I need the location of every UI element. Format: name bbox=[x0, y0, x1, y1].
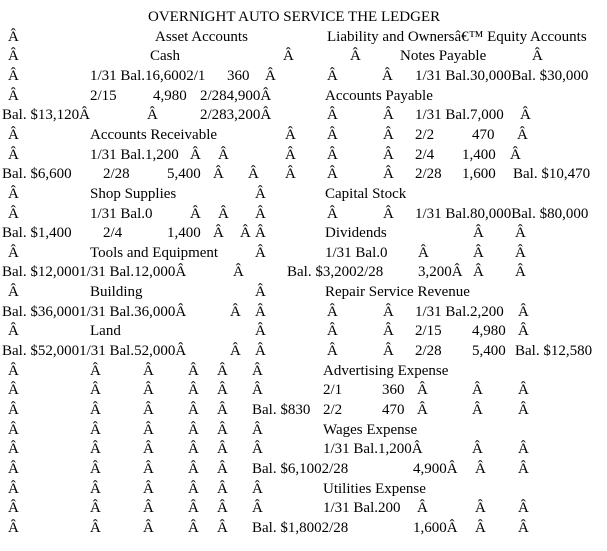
nbsp-artifact: Â bbox=[217, 519, 228, 536]
nbsp-artifact: Â bbox=[217, 480, 228, 497]
nbsp-artifact: Â bbox=[217, 402, 228, 418]
nbsp-artifact: Â bbox=[217, 500, 228, 517]
nbsp-artifact: Â bbox=[327, 146, 338, 163]
nbsp-artifact: Â bbox=[190, 205, 201, 222]
ledger-text-run: 360 bbox=[382, 382, 405, 399]
ledger-text-run: Liability and Ownersâ€™ Equity Accounts bbox=[327, 28, 587, 45]
nbsp-artifact: Â bbox=[188, 480, 199, 497]
page-title: OVERNIGHT AUTO SERVICE THE LEDGER bbox=[148, 9, 441, 25]
ledger-text-run: Bal. $13,120Â bbox=[2, 107, 90, 124]
nbsp-artifact: Â bbox=[473, 264, 484, 281]
ledger-text-run: 470 bbox=[382, 402, 405, 418]
nbsp-artifact: Â bbox=[233, 264, 244, 281]
nbsp-artifact: Â bbox=[252, 441, 263, 458]
ledger-text-run: 1/31 Bal.1,200Â bbox=[323, 441, 423, 458]
nbsp-artifact: Â bbox=[327, 343, 338, 360]
ledger-text-run: 2/28 bbox=[103, 166, 130, 183]
nbsp-artifact: Â bbox=[230, 303, 241, 320]
nbsp-artifact: Â bbox=[213, 225, 224, 242]
ledger-text-run: Bal. $3,2002/28 bbox=[287, 264, 384, 281]
nbsp-artifact: Â bbox=[90, 480, 101, 497]
ledger-text-run: Bal. $830 bbox=[252, 402, 311, 418]
nbsp-artifact: Â bbox=[383, 126, 394, 143]
nbsp-artifact: Â bbox=[255, 323, 266, 340]
ledger-text-run: 2/15 bbox=[415, 323, 442, 340]
nbsp-artifact: Â bbox=[8, 48, 19, 65]
nbsp-artifact: Â bbox=[8, 460, 19, 477]
nbsp-artifact: Â bbox=[90, 500, 101, 517]
ledger-text-run: 1,600 bbox=[462, 166, 496, 183]
nbsp-artifact: Â bbox=[252, 500, 263, 517]
ledger-text-run: 1/31 Bal.7,000 bbox=[415, 107, 504, 124]
nbsp-artifact: Â bbox=[283, 48, 294, 65]
nbsp-artifact: Â bbox=[217, 460, 228, 477]
nbsp-artifact: Â bbox=[190, 146, 201, 163]
nbsp-artifact: Â bbox=[188, 519, 199, 536]
nbsp-artifact: Â bbox=[473, 244, 484, 261]
nbsp-artifact: Â bbox=[90, 362, 101, 379]
nbsp-artifact: Â bbox=[8, 205, 19, 222]
ledger-text-run: 2/284,900Â bbox=[200, 87, 272, 104]
nbsp-artifact: Â bbox=[327, 126, 338, 143]
ledger-text-run: Bal. $12,0001/31 Bal.12,000Â bbox=[2, 264, 187, 281]
nbsp-artifact: Â bbox=[475, 500, 486, 517]
ledger-text-run: 2/28 bbox=[415, 166, 442, 183]
nbsp-artifact: Â bbox=[285, 146, 296, 163]
nbsp-artifact: Â bbox=[90, 460, 101, 477]
nbsp-artifact: Â bbox=[143, 402, 154, 418]
ledger-text-run: 1,400 bbox=[167, 225, 201, 242]
nbsp-artifact: Â bbox=[8, 362, 19, 379]
ledger-text-run: Tools and Equipment bbox=[90, 244, 219, 261]
nbsp-artifact: Â bbox=[218, 205, 229, 222]
nbsp-artifact: Â bbox=[532, 48, 543, 65]
ledger-text-run: 4,980 bbox=[153, 87, 187, 104]
ledger-text-run: Capital Stock bbox=[325, 185, 407, 202]
nbsp-artifact: Â bbox=[383, 303, 394, 320]
nbsp-artifact: Â bbox=[255, 284, 266, 301]
ledger-text-run: 1,400 bbox=[462, 146, 496, 163]
ledger-text-run: Accounts Receivable bbox=[90, 126, 218, 143]
nbsp-artifact: Â bbox=[520, 107, 531, 124]
nbsp-artifact: Â bbox=[255, 343, 266, 360]
ledger-text-run: Building bbox=[90, 284, 143, 301]
ledger-text-run: Utilities Expense bbox=[323, 480, 426, 497]
nbsp-artifact: Â bbox=[188, 500, 199, 517]
nbsp-artifact: Â bbox=[285, 166, 296, 183]
nbsp-artifact: Â bbox=[417, 382, 428, 399]
ledger-text-run: 5,400 bbox=[167, 166, 201, 183]
nbsp-artifact: Â bbox=[518, 402, 529, 418]
nbsp-artifact: Â bbox=[473, 225, 484, 242]
ledger-text-run: Bal. $12,580 bbox=[515, 343, 593, 360]
nbsp-artifact: Â bbox=[252, 362, 263, 379]
nbsp-artifact: Â bbox=[417, 402, 428, 418]
nbsp-artifact: Â bbox=[418, 244, 429, 261]
nbsp-artifact: Â bbox=[143, 519, 154, 536]
ledger-text-run: 1/31 Bal.2,200 bbox=[415, 303, 504, 320]
nbsp-artifact: Â bbox=[383, 166, 394, 183]
nbsp-artifact: Â bbox=[518, 303, 529, 320]
nbsp-artifact: Â bbox=[143, 480, 154, 497]
ledger-text-run: Bal. $36,0001/31 Bal.36,000Â bbox=[2, 303, 187, 320]
ledger-text-run: Repair Service Revenue bbox=[325, 284, 470, 301]
ledger-text-run: 2/2 bbox=[415, 126, 435, 143]
nbsp-artifact: Â bbox=[472, 382, 483, 399]
nbsp-artifact: Â bbox=[143, 382, 154, 399]
nbsp-artifact: Â bbox=[217, 362, 228, 379]
nbsp-artifact: Â bbox=[8, 67, 19, 84]
ledger-text-run: Notes Payable bbox=[400, 48, 487, 65]
nbsp-artifact: Â bbox=[515, 264, 526, 281]
nbsp-artifact: Â bbox=[8, 126, 19, 143]
nbsp-artifact: Â bbox=[472, 402, 483, 418]
nbsp-artifact: Â bbox=[252, 382, 263, 399]
ledger-text-run: 1/31 Bal.0 bbox=[325, 244, 388, 261]
ledger-text-run: Bal. $52,0001/31 Bal.52,000Â bbox=[2, 343, 187, 360]
nbsp-artifact: Â bbox=[327, 205, 338, 222]
nbsp-artifact: Â bbox=[285, 126, 296, 143]
nbsp-artifact: Â bbox=[515, 244, 526, 261]
nbsp-artifact: Â bbox=[143, 460, 154, 477]
nbsp-artifact: Â bbox=[188, 441, 199, 458]
ledger-text-run: 470 bbox=[472, 126, 495, 143]
nbsp-artifact: Â bbox=[90, 382, 101, 399]
ledger-text-run: 1/31 Bal.30,000Bal. $30,000 bbox=[415, 67, 589, 84]
nbsp-artifact: Â bbox=[383, 205, 394, 222]
nbsp-artifact: Â bbox=[8, 480, 19, 497]
nbsp-artifact: Â bbox=[327, 107, 338, 124]
nbsp-artifact: Â bbox=[252, 421, 263, 438]
nbsp-artifact: Â bbox=[143, 441, 154, 458]
ledger-text-run: 1/31 Bal.0 bbox=[90, 205, 153, 222]
nbsp-artifact: Â bbox=[518, 500, 529, 517]
nbsp-artifact: Â bbox=[515, 225, 526, 242]
ledger-text-run: Wages Expense bbox=[323, 421, 418, 438]
ledger-text-run: 1/31 Bal.16,6002/1 bbox=[90, 67, 206, 84]
ledger-text-run: 2/1 bbox=[323, 382, 343, 399]
ledger-text-run: Bal. $1,8002/28 bbox=[252, 519, 349, 536]
nbsp-artifact: Â bbox=[248, 166, 259, 183]
nbsp-artifact: Â bbox=[255, 205, 266, 222]
nbsp-artifact: Â bbox=[218, 146, 229, 163]
nbsp-artifact: Â bbox=[417, 500, 428, 517]
nbsp-artifact: Â bbox=[217, 382, 228, 399]
nbsp-artifact: Â bbox=[143, 421, 154, 438]
nbsp-artifact: Â bbox=[8, 441, 19, 458]
nbsp-artifact: Â bbox=[230, 343, 241, 360]
nbsp-artifact: Â bbox=[8, 185, 19, 202]
nbsp-artifact: Â bbox=[188, 402, 199, 418]
nbsp-artifact: Â bbox=[188, 460, 199, 477]
ledger-text-run: 1,600Â bbox=[413, 519, 458, 536]
nbsp-artifact: Â bbox=[90, 519, 101, 536]
nbsp-artifact: Â bbox=[383, 107, 394, 124]
nbsp-artifact: Â bbox=[217, 441, 228, 458]
nbsp-artifact: Â bbox=[143, 362, 154, 379]
ledger-text-run: 2/2 bbox=[323, 402, 343, 418]
ledger-text-run: 1/31 Bal.1,200 bbox=[90, 146, 179, 163]
ledger-text-run: 4,980 bbox=[472, 323, 506, 340]
nbsp-artifact: Â bbox=[188, 382, 199, 399]
nbsp-artifact: Â bbox=[255, 185, 266, 202]
nbsp-artifact: Â bbox=[518, 519, 529, 536]
nbsp-artifact: Â bbox=[8, 402, 19, 418]
ledger-text-run: 2/4 bbox=[103, 225, 123, 242]
nbsp-artifact: Â bbox=[383, 323, 394, 340]
ledger-text-run: Accounts Payable bbox=[325, 87, 433, 104]
ledger-text-run: Land bbox=[90, 323, 121, 340]
ledger-text-run: 1/31 Bal.80,000Bal. $80,000 bbox=[415, 205, 589, 222]
nbsp-artifact: Â bbox=[327, 303, 338, 320]
nbsp-artifact: Â bbox=[475, 460, 486, 477]
ledger-text-run: Bal. $6,600 bbox=[2, 166, 72, 183]
nbsp-artifact: Â bbox=[518, 441, 529, 458]
nbsp-artifact: Â bbox=[475, 519, 486, 536]
nbsp-artifact: Â bbox=[518, 460, 529, 477]
nbsp-artifact: Â bbox=[188, 421, 199, 438]
ledger-text-run: Bal. $1,400 bbox=[2, 225, 72, 242]
nbsp-artifact: Â bbox=[8, 500, 19, 517]
ledger-text-run: 2/28 bbox=[415, 343, 442, 360]
ledger-text-run: 5,400 bbox=[472, 343, 506, 360]
nbsp-artifact: Â bbox=[327, 323, 338, 340]
nbsp-artifact: Â bbox=[8, 421, 19, 438]
nbsp-artifact: Â bbox=[8, 146, 19, 163]
nbsp-artifact: Â bbox=[90, 421, 101, 438]
nbsp-artifact: Â bbox=[517, 126, 528, 143]
nbsp-artifact: Â bbox=[8, 519, 19, 536]
nbsp-artifact: Â bbox=[472, 441, 483, 458]
nbsp-artifact: Â bbox=[8, 87, 19, 104]
ledger-text-run: Asset Accounts bbox=[155, 28, 248, 45]
nbsp-artifact: Â bbox=[217, 421, 228, 438]
nbsp-artifact: Â bbox=[382, 67, 393, 84]
nbsp-artifact: Â bbox=[255, 244, 266, 261]
ledger-text-run: Bal. $6,1002/28 bbox=[252, 460, 349, 477]
nbsp-artifact: Â bbox=[8, 284, 19, 301]
nbsp-artifact: Â bbox=[213, 166, 224, 183]
ledger-text-run: 2/4 bbox=[415, 146, 435, 163]
nbsp-artifact: Â bbox=[8, 382, 19, 399]
ledger-text-run: 2/15 bbox=[90, 87, 117, 104]
nbsp-artifact: Â bbox=[327, 67, 338, 84]
nbsp-artifact: Â bbox=[252, 480, 263, 497]
ledger-text-run: Advertising Expense bbox=[323, 362, 449, 379]
nbsp-artifact: Â bbox=[8, 244, 19, 261]
nbsp-artifact: Â bbox=[518, 323, 529, 340]
nbsp-artifact: Â bbox=[383, 146, 394, 163]
nbsp-artifact: Â bbox=[350, 48, 361, 65]
nbsp-artifact: Â bbox=[255, 225, 266, 242]
ledger-text-run: Bal. $10,470 bbox=[513, 166, 591, 183]
nbsp-artifact: Â bbox=[8, 28, 19, 45]
nbsp-artifact: Â bbox=[510, 146, 521, 163]
ledger-text-run: Dividends bbox=[325, 225, 387, 242]
ledger-text-run: 2/283,200Â bbox=[200, 107, 272, 124]
nbsp-artifact: Â bbox=[255, 303, 266, 320]
nbsp-artifact: Â bbox=[383, 343, 394, 360]
nbsp-artifact: Â bbox=[265, 67, 276, 84]
nbsp-artifact: Â bbox=[188, 362, 199, 379]
nbsp-artifact: Â bbox=[8, 323, 19, 340]
nbsp-artifact: Â bbox=[147, 107, 158, 124]
ledger-text-run: 360 bbox=[227, 67, 250, 84]
ledger-text-run: Cash bbox=[150, 48, 180, 65]
ledger-text-run: 1/31 Bal.200 bbox=[323, 500, 401, 517]
ledger-text-run: Shop Supplies bbox=[90, 185, 177, 202]
nbsp-artifact: Â bbox=[240, 225, 251, 242]
ledger-text-run: 4,900Â bbox=[413, 460, 458, 477]
ledger-text-run: 3,200Â bbox=[418, 264, 463, 281]
nbsp-artifact: Â bbox=[327, 166, 338, 183]
nbsp-artifact: Â bbox=[143, 500, 154, 517]
nbsp-artifact: Â bbox=[90, 402, 101, 418]
nbsp-artifact: Â bbox=[90, 441, 101, 458]
nbsp-artifact: Â bbox=[518, 382, 529, 399]
